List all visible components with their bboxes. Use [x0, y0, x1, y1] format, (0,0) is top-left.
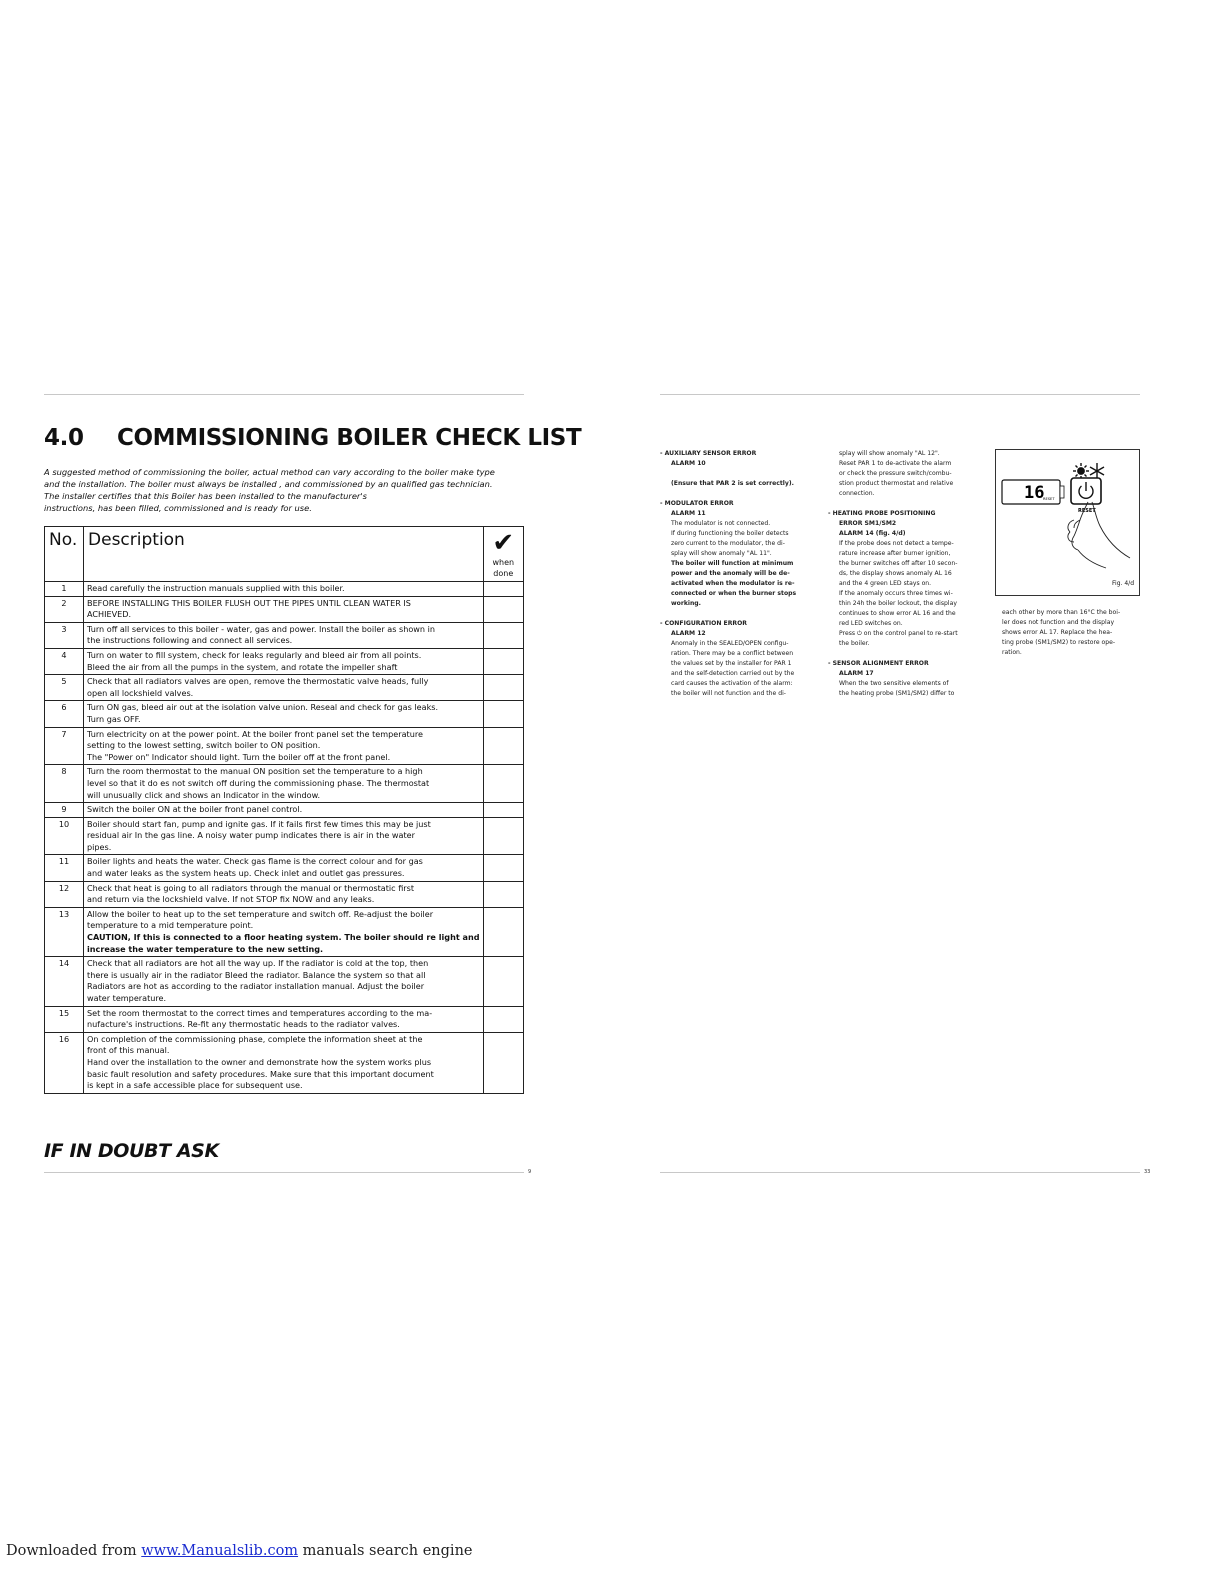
description-line: Turn ON gas, bleed air out at the isolation valve union. Reseal and check for gas leaks.	[87, 702, 439, 713]
row-check-cell[interactable]	[483, 817, 523, 855]
row-description	[84, 1032, 484, 1093]
configuration-alarm: ALARM 12	[671, 630, 706, 637]
alarm-column-2	[828, 449, 978, 699]
heating-probe-text: the burner switches off after 10 secon-	[839, 560, 958, 567]
header-done-label: done	[493, 569, 514, 578]
heating-probe-alarm: ALARM 14 (fig. 4/d)	[839, 530, 906, 537]
row-number: 1	[45, 582, 84, 597]
row-check-cell[interactable]	[483, 582, 523, 597]
reset-label: RESET	[1078, 508, 1096, 514]
configuration-text: card causes the activation of the alarm:	[671, 680, 793, 687]
led-strip	[1060, 486, 1064, 498]
row-description	[84, 907, 484, 956]
configuration-text: the boiler will not function and the di-	[671, 690, 786, 697]
row-check-cell[interactable]	[483, 957, 523, 1006]
description-line: level so that it do es not switch off during the commissioning phase. The thermostat	[87, 777, 430, 788]
row-check-cell[interactable]	[483, 907, 523, 956]
row-number: 14	[45, 957, 84, 1006]
description-line: will unusually click and shows an Indicator in the window.	[87, 789, 321, 800]
sensor-alignment-continued: each other by more than 16°C the boi-	[1002, 609, 1121, 616]
row-check-cell[interactable]	[483, 1006, 523, 1032]
heating-probe-text: If the anomaly occurs three times wi-	[839, 590, 953, 597]
description-line: is kept in a safe accessible place for subsequent use.	[87, 1080, 303, 1091]
checkmark-icon: ✔	[492, 528, 515, 558]
row-number: 16	[45, 1032, 84, 1093]
description-line: Turn off all services to this boiler - water, gas and power. Install the boiler as shown in	[87, 623, 435, 634]
modulator-bold-text: The boiler will function at minimum	[671, 560, 794, 567]
description-bold-line: increase the water temperature to the new setting.	[87, 943, 324, 954]
description-line: Boiler lights and heats the water. Check gas flame is the correct colour and for gas	[87, 856, 423, 867]
if-in-doubt-heading: IF IN DOUBT ASK	[44, 1140, 219, 1162]
description-line: Turn the room thermostat to the manual ON position set the temperature to a high	[87, 766, 423, 777]
row-check-cell[interactable]	[483, 727, 523, 765]
intro-line: and the installation. The boiler must always be installed , and commissioned by an qualified gas technician.	[44, 479, 493, 489]
footer-suffix: manuals search engine	[298, 1543, 473, 1559]
row-check-cell[interactable]	[483, 622, 523, 648]
table-row	[45, 596, 524, 622]
sensor-alignment-continued: ting probe (SM1/SM2) to restore ope-	[1002, 639, 1116, 646]
table-row	[45, 855, 524, 881]
configuration-text: Anomaly in the SEALED/OPEN configu-	[671, 640, 789, 647]
sensor-alignment-alarm: ALARM 17	[839, 670, 874, 677]
aux-sensor-alarm: ALARM 10	[671, 460, 706, 467]
description-line: Allow the boiler to heat up to the set temperature and switch off. Re-adjust the boiler	[87, 908, 434, 919]
modulator-bold-text: activated when the modulator is re-	[671, 580, 795, 587]
description-line: open all lockshield valves.	[87, 687, 194, 698]
heating-probe-heading: - HEATING PROBE POSITIONING	[828, 510, 936, 517]
description-line: and return via the lockshield valve. If not STOP fix NOW and any leaks.	[87, 894, 375, 905]
figure-caption: Fig. 4/d	[1112, 580, 1134, 587]
intro-line: A suggested method of commissioning the boiler, actual method can vary according to the boiler make type	[44, 467, 495, 477]
sensor-alignment-continued: shows error AL 17. Replace the hea-	[1002, 629, 1113, 636]
table-header-row	[45, 527, 524, 582]
heating-probe-text: red LED switches on.	[839, 620, 903, 627]
table-row	[45, 765, 524, 803]
row-check-cell[interactable]	[483, 881, 523, 907]
table-row	[45, 957, 524, 1006]
row-description	[84, 622, 484, 648]
row-number: 12	[45, 881, 84, 907]
row-number: 6	[45, 701, 84, 727]
row-check-cell[interactable]	[483, 1032, 523, 1093]
header-no: No.	[45, 527, 84, 582]
sensor-alignment-text: When the two sensitive elements of	[839, 680, 949, 687]
row-description	[84, 881, 484, 907]
configuration-heading: - CONFIGURATION ERROR	[660, 620, 747, 627]
aux-sensor-heading: - AUXILIARY SENSOR ERROR	[660, 450, 757, 457]
table-row	[45, 803, 524, 818]
description-line: Check that heat is going to all radiators through the manual or thermostatic first	[87, 882, 415, 893]
description-line: temperature to a mid temperature point.	[87, 920, 254, 931]
table-row	[45, 881, 524, 907]
control-panel-illustration	[996, 450, 1141, 597]
row-number: 9	[45, 803, 84, 818]
intro-paragraph	[44, 466, 534, 514]
heating-probe-text: continues to show error AL 16 and the	[839, 610, 956, 617]
row-number: 13	[45, 907, 84, 956]
page-number-right: 33	[1144, 1169, 1151, 1175]
header-when-label: when	[492, 558, 515, 567]
description-line: water temperature.	[87, 993, 167, 1003]
top-rule-left	[44, 394, 524, 395]
row-description	[84, 675, 484, 701]
sun-icon	[1073, 463, 1089, 479]
footer-prefix: Downloaded from	[6, 1543, 142, 1559]
heating-probe-text: the boiler.	[839, 640, 870, 647]
heating-probe-heading-2: ERROR SM1/SM2	[839, 520, 897, 527]
configuration-text: and the self-detection carried out by the	[671, 670, 795, 677]
table-row	[45, 727, 524, 765]
page-number-left: 9	[528, 1169, 532, 1175]
intro-line: The installer certifies that this Boiler has been installed to the manufacturer's	[44, 491, 367, 501]
configuration-text: the values set by the installer for PAR 1	[671, 660, 792, 667]
description-line: Radiators are hot as according to the radiator installation manual. Adjust the boiler	[87, 981, 425, 992]
row-check-cell[interactable]	[483, 803, 523, 818]
description-line: Turn gas OFF.	[87, 713, 141, 724]
display-value: 16	[1024, 483, 1045, 503]
bottom-rule-right	[660, 1172, 1140, 1173]
manualslib-link[interactable]: www.Manualslib.com	[141, 1543, 299, 1559]
modulator-heading: - MODULATOR ERROR	[660, 500, 734, 507]
header-when-done	[483, 527, 523, 582]
configuration-text: ration. There may be a conflict between	[671, 650, 794, 657]
description-line: Switch the boiler ON at the boiler front panel control.	[87, 804, 303, 815]
row-number: 11	[45, 855, 84, 881]
row-description	[84, 701, 484, 727]
heating-probe-text: ds, the display shows anomaly AL 16	[839, 570, 952, 577]
checklist-table	[44, 526, 524, 1094]
modulator-bold-text: connected or when the burner stops	[671, 590, 797, 597]
sensor-alignment-heading: - SENSOR ALIGNMENT ERROR	[828, 660, 929, 667]
configuration-continued: Reset PAR 1 to de-activate the alarm	[839, 460, 952, 467]
modulator-bold-text: working.	[671, 600, 701, 607]
alarm-column-1	[660, 449, 810, 699]
row-check-cell[interactable]	[483, 596, 523, 622]
description-line: Turn electricity on at the power point. At the boiler front panel set the temperature	[87, 728, 423, 739]
heating-probe-text: Press ⏻ on the control panel to re-start	[839, 630, 958, 637]
description-line: Boiler should start fan, pump and ignite gas. If it fails first few times this may be just	[87, 818, 431, 829]
modulator-alarm: ALARM 11	[671, 510, 706, 517]
sensor-alignment-text: the heating probe (SM1/SM2) differ to	[839, 690, 955, 697]
row-description	[84, 727, 484, 765]
section-number: 4.0	[44, 425, 84, 451]
row-description	[84, 648, 484, 674]
description-line: nufacture's instructions. Re-fit any thermostatic heads to the radiator valves.	[87, 1019, 400, 1030]
row-description	[84, 957, 484, 1006]
heating-probe-text: rature increase after burner ignition,	[839, 550, 951, 557]
aux-sensor-note: (Ensure that PAR 2 is set correctly).	[671, 480, 794, 487]
description-line: Read carefully the instruction manuals supplied with this boiler.	[87, 583, 345, 593]
row-number: 10	[45, 817, 84, 855]
configuration-continued: splay will show anomaly "AL 12".	[839, 450, 940, 457]
row-check-cell[interactable]	[483, 701, 523, 727]
description-line: and water leaks as the system heats up. Check inlet and outlet gas pressures.	[87, 868, 405, 879]
header-description: Description	[84, 527, 484, 582]
description-line: On completion of the commissioning phase, complete the information sheet at the	[87, 1033, 423, 1044]
description-line: Hand over the installation to the owner and demonstrate how the system works plus	[87, 1056, 432, 1067]
modulator-text: If during functioning the boiler detects	[671, 530, 789, 537]
description-line: Check that all radiators are hot all the way up. If the radiator is cold at the top, then	[87, 958, 429, 969]
row-description	[84, 855, 484, 881]
description-line: the instructions following and connect all services.	[87, 635, 293, 646]
download-footer	[6, 1543, 473, 1559]
description-line: The "Power on" Indicator should light. Turn the boiler off at the front panel.	[87, 751, 391, 762]
top-rule-right	[660, 394, 1140, 395]
heating-probe-text: If the probe does not detect a tempe-	[839, 540, 954, 547]
row-number: 3	[45, 622, 84, 648]
description-line: front of this manual.	[87, 1045, 170, 1056]
row-description	[84, 765, 484, 803]
table-row	[45, 622, 524, 648]
row-number: 7	[45, 727, 84, 765]
display-reset-small: RESET	[1043, 497, 1055, 501]
row-description	[84, 817, 484, 855]
row-number: 5	[45, 675, 84, 701]
alarm-column-3	[1002, 608, 1142, 658]
table-row	[45, 817, 524, 855]
description-line: there is usually air in the radiator Bleed the radiator. Balance the system so that all	[87, 969, 426, 980]
row-number: 8	[45, 765, 84, 803]
configuration-continued: connection.	[839, 490, 875, 497]
row-description	[84, 582, 484, 597]
modulator-bold-text: power and the anomaly will be de-	[671, 570, 790, 577]
row-check-cell[interactable]	[483, 675, 523, 701]
row-description	[84, 803, 484, 818]
row-check-cell[interactable]	[483, 855, 523, 881]
description-line: residual air In the gas line. A noisy water pump indicates there is air in the water	[87, 830, 415, 841]
intro-line: instructions, has been filled, commissioned and is ready for use.	[44, 503, 312, 513]
modulator-text: The modulator is not connected.	[671, 520, 771, 527]
sensor-alignment-continued: ration.	[1002, 649, 1022, 656]
sensor-alignment-continued: ler does not function and the display	[1002, 619, 1115, 626]
description-bold-line: CAUTION, If this is connected to a floor heating system. The boiler should re light and	[87, 932, 480, 943]
row-description	[84, 596, 484, 622]
section-title	[44, 425, 582, 451]
row-description	[84, 1006, 484, 1032]
bottom-rule-left	[44, 1172, 524, 1173]
modulator-text: splay will show anomaly "AL 11".	[671, 550, 772, 557]
table-row	[45, 701, 524, 727]
description-line: Turn on water to fill system, check for leaks regularly and bleed air from all points.	[87, 649, 422, 660]
row-number: 2	[45, 596, 84, 622]
table-row	[45, 675, 524, 701]
heating-probe-text: thin 24h the boiler lockout, the display	[839, 600, 957, 607]
table-row	[45, 648, 524, 674]
description-line: BEFORE INSTALLING THIS BOILER FLUSH OUT THE PIPES UNTIL CLEAN WATER IS	[87, 597, 411, 608]
configuration-continued: stion product thermostat and relative	[839, 480, 954, 487]
table-row	[45, 1032, 524, 1093]
checklist-body	[45, 582, 524, 1094]
row-number: 4	[45, 648, 84, 674]
table-row	[45, 1006, 524, 1032]
description-line: Bleed the air from all the pumps in the system, and rotate the impeller shaft	[87, 661, 398, 672]
table-row	[45, 582, 524, 597]
description-line: ACHIEVED.	[87, 609, 132, 620]
modulator-text: zero current to the modulator, the di-	[671, 540, 785, 547]
table-row	[45, 907, 524, 956]
row-check-cell[interactable]	[483, 648, 523, 674]
section-title-text: COMMISSIONING BOILER CHECK LIST	[117, 425, 582, 451]
description-line: setting to the lowest setting, switch boiler to ON position.	[87, 740, 321, 751]
description-line: pipes.	[87, 841, 112, 852]
figure-4d	[995, 449, 1140, 596]
snowflake-icon	[1090, 463, 1104, 479]
description-line: Check that all radiators valves are open, remove the thermostatic valve heads, fully	[87, 676, 429, 687]
configuration-continued: or check the pressure switch/combu-	[839, 470, 952, 477]
description-line: Set the room thermostat to the correct times and temperatures according to the ma-	[87, 1007, 433, 1018]
heating-probe-text: and the 4 green LED stays on.	[839, 580, 932, 587]
row-number: 15	[45, 1006, 84, 1032]
row-check-cell[interactable]	[483, 765, 523, 803]
description-line: basic fault resolution and safety procedures. Make sure that this important document	[87, 1068, 434, 1079]
